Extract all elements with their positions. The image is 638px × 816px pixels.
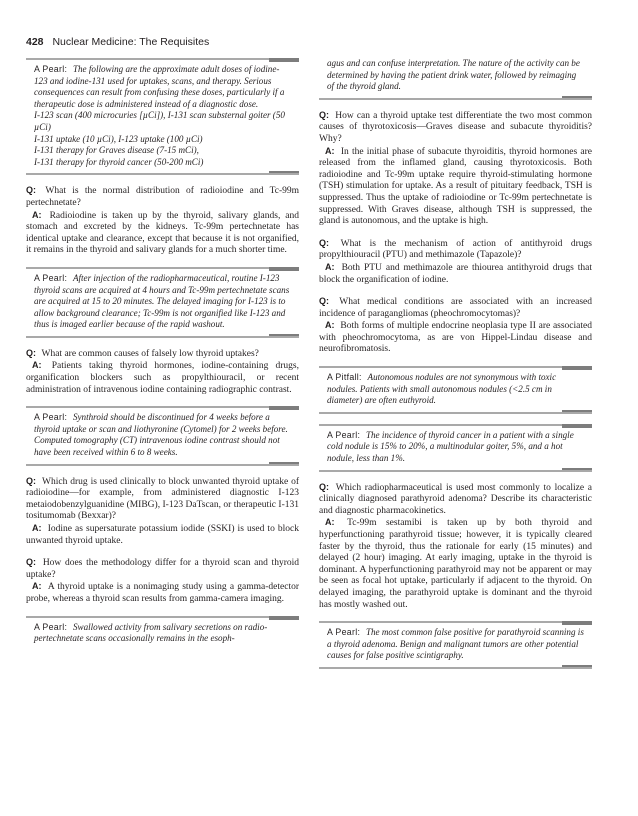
- dose-line: I-131 therapy for thyroid cancer (50-200 mCi): [34, 156, 204, 167]
- answer-label: A:: [32, 209, 47, 220]
- question-text: Which drug is used clinically to block unwanted thyroid uptake of radioiodine—for example, from administered diagnostic I-123 metaiodobenzylguanidine (MIBG), I-123 DaTscan, or therapeutic I-131 tositumomab (Bexxar)?: [26, 476, 299, 522]
- dose-line: I-123 scan (400 microcuries [µCi]), I-131 scan substernal goiter (50 µCi): [34, 110, 285, 132]
- question-text: How can a thyroid uptake test differentiate the two most common causes of thyrotoxicosis—Graves disease and subacute thyroiditis? Why?: [319, 110, 592, 144]
- dose-line: I-131 therapy for Graves disease (7-15 mCi),: [34, 145, 199, 156]
- qa-block: [319, 482, 592, 612]
- qa-block: [26, 557, 299, 605]
- pearl-text: agus and can confuse interpretation. The nature of the activity can be determined by having the patient drink water, followed by reimaging of the thyroid gland.: [327, 58, 580, 92]
- answer-label: A:: [32, 523, 45, 533]
- question-label: Q:: [319, 237, 338, 248]
- pearl-box: [319, 424, 592, 472]
- qa-block: [319, 110, 592, 228]
- qa-block: [319, 238, 592, 286]
- running-title: Nuclear Medicine: The Requisites: [52, 36, 210, 48]
- answer-text: Iodine as supersaturate potassium iodide (SSKI) is used to block unwanted thyroid uptake.: [26, 524, 299, 546]
- answer-label: A:: [325, 145, 338, 156]
- page-header: [26, 36, 209, 48]
- question-text: How does the methodology differ for a thyroid scan and thyroid uptake?: [26, 558, 299, 580]
- question-label: Q:: [26, 185, 43, 196]
- left-column: [26, 58, 299, 662]
- pearl-box: [26, 406, 299, 465]
- pearl-label: A Pearl:: [34, 621, 70, 632]
- pearl-box: [26, 58, 299, 175]
- question-label: Q:: [26, 557, 40, 568]
- answer-text: A thyroid uptake is a nonimaging study using a gamma-detector probe, whereas a thyroid scan results from gamma-camera imaging.: [26, 582, 300, 604]
- question-label: Q:: [26, 475, 40, 486]
- answer-label: A:: [325, 320, 338, 331]
- question-text: What is the mechanism of action of antithyroid drugs propylthiouracil (PTU) and methimazole (Tapazole)?: [319, 238, 593, 261]
- answer-text: Both PTU and methimazole are thiourea antithyroid drugs that block the organification of iodine.: [319, 262, 593, 285]
- answer-text: Tc-99m sestamibi is taken up by both thyroid and hyperfunctioning parathyroid tissue; however, it is typically cleared faster by the thyroid, thus the rationale for early (15 minutes) and delayed (2 hour) imaging. At early imaging, uptake in the thyroid is dominant. A hyperfunctioning parathyroid may not be apparent or may be seen as focal hot uptake, particularly if adjacent to the thyroid. On delayed imaging, the parathyroid uptake is dominant and the thyroid has mostly washed out.: [319, 518, 592, 610]
- qa-block: [26, 476, 299, 548]
- pearl-box: [26, 267, 299, 338]
- pearl-text: The following are the approximate adult doses of iodine-123 and iodine-131 used for uptakes, scans, and therapy. Serious consequences can result from confusing these doses, particularly if a therapeutic dose is administered instead of a diagnostic dose.: [34, 64, 285, 109]
- pearl-box: [319, 621, 592, 669]
- pearl-text: The most common false positive for parathyroid scanning is a thyroid adenoma. Benign and malignant tumors are other potential causes for false positive scintigraphy.: [327, 627, 584, 661]
- answer-label: A:: [325, 261, 339, 272]
- pearl-text: Swallowed activity from salivary secretions on radio-pertechnetate scans occasionally remains in the esoph-: [34, 621, 268, 644]
- pearl-label: A Pearl:: [34, 412, 70, 423]
- answer-text: Radioiodine is taken up by the thyroid, salivary glands, and stomach and excreted by the kidneys. Tc-99m pertechnetate has identical uptake and clearance, except that because it is not organified, it remains in the thyroid and salivary glands for a much shorter time.: [26, 210, 299, 256]
- question-label: Q:: [319, 481, 333, 492]
- answer-label: A:: [32, 581, 45, 592]
- answer-label: A:: [32, 360, 49, 371]
- pitfall-label: A Pitfall:: [327, 372, 365, 383]
- qa-block: [26, 348, 299, 396]
- pearl-label: A Pearl:: [327, 429, 363, 440]
- pearl-box: [26, 616, 299, 652]
- qa-block: [26, 185, 299, 257]
- question-text: Which radiopharmaceutical is used most commonly to localize a clinically diagnosed parathyroid adenoma? Describe its characteristic and diagnostic pharmacokinetics.: [319, 482, 592, 516]
- question-text: What are common causes of falsely low thyroid uptakes?: [41, 348, 259, 359]
- answer-text: Both forms of multiple endocrine neoplasia type II are associated with pheochromocytoma, as are von Hippel-Lindau disease and neurofibromatosis.: [319, 321, 592, 355]
- right-column: [319, 52, 592, 679]
- question-label: Q:: [319, 296, 337, 307]
- pearl-label: A Pearl:: [327, 627, 363, 638]
- answer-text: Patients taking thyroid hormones, iodine-containing drugs, organification blockers such as propylthiouracil, or recent administration of intravenous iodine containing radiographic contrast.: [26, 361, 299, 395]
- pitfall-text: Autonomous nodules are not synonymous with toxic nodules. Patients with small autonomous nodules (<2.5 cm in diameter) are often euthyroid.: [327, 372, 557, 406]
- pitfall-box: [319, 366, 592, 414]
- pearl-box-continued: [319, 52, 592, 100]
- pearl-label: A Pearl:: [34, 64, 70, 74]
- dose-line: I-131 uptake (10 µCi), I-123 uptake (100 µCi): [34, 133, 203, 144]
- answer-text: In the initial phase of subacute thyroiditis, thyroid hormones are released from the inflamed gland, causing thyrotoxicosis. Both radioiodine and Tc-99m uptake require thyroid-stimulating hormone (TSH) stimulation for uptake. As a result of pituitary feedback, TSH is suppressed. Thus the uptake of radioiodine or Tc-99m pertechnetate is suppressed. With Graves disease, although TSH is suppressed, the gland is autonomous, and the uptake is high.: [319, 146, 593, 227]
- pearl-text: Synthroid should be discontinued for 4 weeks before a thyroid uptake or scan and liothyronine (Cytomel) for 2 weeks before. Computed tomography (CT) intravenous iodine contrast should not have been received within 6 to 8 weeks.: [34, 412, 288, 458]
- answer-label: A:: [325, 517, 345, 528]
- qa-block: [319, 296, 592, 356]
- question-text: What medical conditions are associated with an increased incidence of paragangliomas (pheochromocytomas)?: [319, 297, 592, 319]
- question-text: What is the normal distribution of radioiodine and Tc-99m pertechnetate?: [26, 186, 299, 208]
- question-label: Q:: [319, 109, 333, 120]
- question-label: Q:: [26, 347, 39, 358]
- page-number: 428: [26, 36, 44, 48]
- pearl-text: The incidence of thyroid cancer in a patient with a single cold nodule is 15% to 20%, a multinodular goiter, 5%, and a hot nodule, less than 1%.: [327, 429, 574, 464]
- pearl-label: A Pearl:: [34, 272, 70, 283]
- pearl-text: After injection of the radiopharmaceutical, routine I-123 thyroid scans are acquired at 4 hours and Tc-99m pertechnetate scans are acquired at 15 to 20 minutes. The delayed imaging for I-123 is to allow background clearance; Tc-99m is not organified like I-123 and thus is imaged earlier because of the rapid washout.: [34, 272, 290, 330]
